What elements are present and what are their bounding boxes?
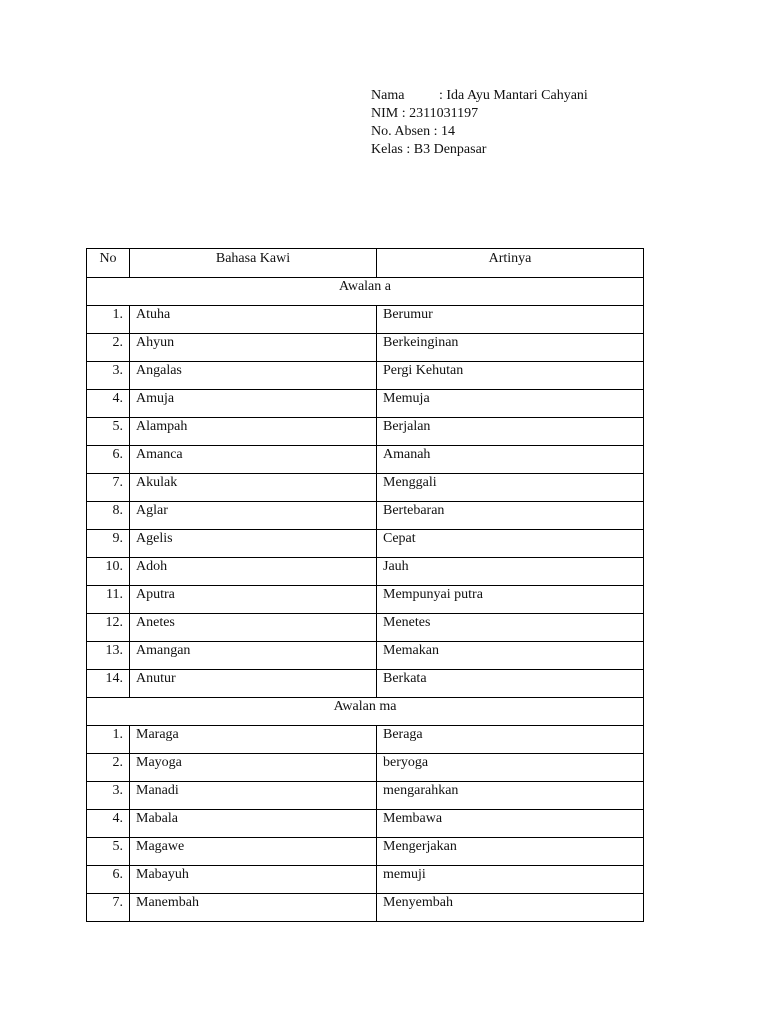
- kawi-word: Mayoga: [130, 754, 377, 782]
- word-meaning: Menggali: [377, 474, 644, 502]
- table-row: [87, 502, 644, 530]
- row-number: 6.: [87, 446, 130, 474]
- kawi-word: Manembah: [130, 894, 377, 922]
- table-row: [87, 306, 644, 334]
- name-value: : Ida Ayu Mantari Cahyani: [439, 88, 588, 103]
- section-title: Awalan ma: [87, 698, 644, 726]
- column-header-artinya: Artinya: [377, 249, 644, 278]
- word-meaning: Mengerjakan: [377, 838, 644, 866]
- kawi-word: Aputra: [130, 586, 377, 614]
- table-header-row: [87, 249, 644, 278]
- kawi-word: Mabayuh: [130, 866, 377, 894]
- table-row: [87, 586, 644, 614]
- table-row: [87, 866, 644, 894]
- absen-line: No. Absen : 14: [371, 124, 455, 139]
- word-meaning: Berumur: [377, 306, 644, 334]
- row-number: 6.: [87, 866, 130, 894]
- row-number: 12.: [87, 614, 130, 642]
- nim-line: NIM : 2311031197: [371, 106, 479, 121]
- word-meaning: Jauh: [377, 558, 644, 586]
- row-number: 9.: [87, 530, 130, 558]
- table-row: [87, 670, 644, 698]
- kawi-word: Atuha: [130, 306, 377, 334]
- kelas-line: Kelas : B3 Denpasar: [371, 142, 487, 157]
- row-number: 14.: [87, 670, 130, 698]
- kawi-word: Akulak: [130, 474, 377, 502]
- word-meaning: Bertebaran: [377, 502, 644, 530]
- kawi-word: Ahyun: [130, 334, 377, 362]
- table-row: [87, 838, 644, 866]
- row-number: 1.: [87, 306, 130, 334]
- table-row: [87, 418, 644, 446]
- row-number: 3.: [87, 782, 130, 810]
- table-row: [87, 642, 644, 670]
- kawi-word: Anutur: [130, 670, 377, 698]
- word-meaning: Pergi Kehutan: [377, 362, 644, 390]
- kawi-word: Angalas: [130, 362, 377, 390]
- table-row: [87, 362, 644, 390]
- word-meaning: Memakan: [377, 642, 644, 670]
- kawi-word: Amangan: [130, 642, 377, 670]
- kawi-word: Anetes: [130, 614, 377, 642]
- word-meaning: Menetes: [377, 614, 644, 642]
- row-number: 4.: [87, 810, 130, 838]
- column-header-bahasa-kawi: Bahasa Kawi: [130, 249, 377, 278]
- row-number: 4.: [87, 390, 130, 418]
- table-row: [87, 390, 644, 418]
- word-meaning: mengarahkan: [377, 782, 644, 810]
- word-meaning: Memuja: [377, 390, 644, 418]
- word-meaning: Membawa: [377, 810, 644, 838]
- word-meaning: Menyembah: [377, 894, 644, 922]
- column-header-no: No: [87, 249, 130, 278]
- table-row: [87, 726, 644, 754]
- kawi-word: Magawe: [130, 838, 377, 866]
- table-row: [87, 446, 644, 474]
- table-row: [87, 334, 644, 362]
- table-row: [87, 474, 644, 502]
- student-info: [371, 87, 588, 159]
- kawi-word: Manadi: [130, 782, 377, 810]
- row-number: 3.: [87, 362, 130, 390]
- kawi-word: Maraga: [130, 726, 377, 754]
- row-number: 2.: [87, 334, 130, 362]
- section-row: [87, 698, 644, 726]
- word-meaning: Berkata: [377, 670, 644, 698]
- kawi-word: Amanca: [130, 446, 377, 474]
- row-number: 2.: [87, 754, 130, 782]
- kawi-word: Amuja: [130, 390, 377, 418]
- kawi-word: Agelis: [130, 530, 377, 558]
- table-row: [87, 530, 644, 558]
- kawi-word: Mabala: [130, 810, 377, 838]
- word-meaning: Berkeinginan: [377, 334, 644, 362]
- vocabulary-table: [86, 248, 644, 922]
- row-number: 10.: [87, 558, 130, 586]
- table-body: [87, 278, 644, 922]
- kawi-word: Adoh: [130, 558, 377, 586]
- row-number: 8.: [87, 502, 130, 530]
- table-row: [87, 614, 644, 642]
- table-row: [87, 754, 644, 782]
- section-title: Awalan a: [87, 278, 644, 306]
- name-line: [371, 87, 588, 105]
- kawi-word: Alampah: [130, 418, 377, 446]
- word-meaning: Mempunyai putra: [377, 586, 644, 614]
- table-row: [87, 810, 644, 838]
- table-row: [87, 782, 644, 810]
- section-row: [87, 278, 644, 306]
- word-meaning: Cepat: [377, 530, 644, 558]
- row-number: 11.: [87, 586, 130, 614]
- row-number: 5.: [87, 838, 130, 866]
- row-number: 13.: [87, 642, 130, 670]
- row-number: 7.: [87, 474, 130, 502]
- name-label: Nama: [371, 88, 405, 103]
- row-number: 1.: [87, 726, 130, 754]
- word-meaning: memuji: [377, 866, 644, 894]
- word-meaning: Amanah: [377, 446, 644, 474]
- table-row: [87, 558, 644, 586]
- word-meaning: Berjalan: [377, 418, 644, 446]
- row-number: 7.: [87, 894, 130, 922]
- word-meaning: beryoga: [377, 754, 644, 782]
- kawi-word: Aglar: [130, 502, 377, 530]
- row-number: 5.: [87, 418, 130, 446]
- word-meaning: Beraga: [377, 726, 644, 754]
- table-row: [87, 894, 644, 922]
